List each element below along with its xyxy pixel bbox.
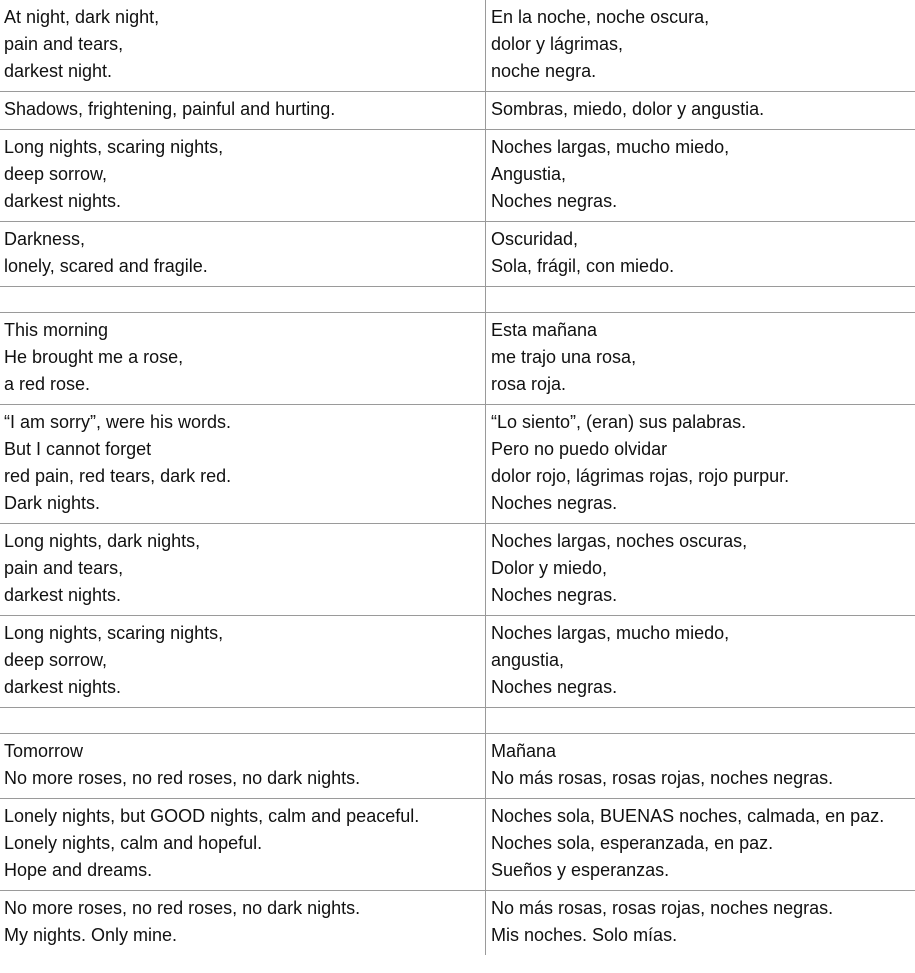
spanish-cell: [486, 0, 915, 92]
stanza-row: [0, 130, 915, 222]
english-line: Darkness,: [4, 229, 86, 249]
spanish-line: Sombras, miedo, dolor y angustia.: [491, 99, 765, 119]
spanish-line: noche negra.: [491, 61, 597, 81]
english-cell: [0, 524, 486, 616]
spanish-line: No más rosas, rosas rojas, noches negras.: [491, 768, 834, 788]
spanish-line: Noches negras.: [491, 585, 618, 605]
english-line: But I cannot forget: [4, 439, 152, 459]
spanish-line: Sueños y esperanzas.: [491, 860, 670, 880]
spanish-line: Esta mañana: [491, 320, 598, 340]
stanza-row: [0, 405, 915, 524]
stanza-row: [0, 708, 915, 734]
english-line: No more roses, no red roses, no dark nights.: [4, 768, 361, 788]
english-cell: [0, 891, 486, 956]
english-line: Hope and dreams.: [4, 860, 153, 880]
spanish-cell: [486, 524, 915, 616]
spanish-line: Noches negras.: [491, 677, 618, 697]
spanish-line: me trajo una rosa,: [491, 347, 637, 367]
english-line: “I am sorry”, were his words.: [4, 412, 232, 432]
spanish-line: Noches largas, mucho miedo,: [491, 623, 730, 643]
spanish-line: Mañana: [491, 741, 557, 761]
spanish-cell: [486, 313, 915, 405]
spanish-cell: [486, 130, 915, 222]
english-line: Long nights, scaring nights,: [4, 623, 224, 643]
english-line: He brought me a rose,: [4, 347, 184, 367]
english-line: Shadows, frightening, painful and hurting.: [4, 99, 336, 119]
stanza-row: [0, 616, 915, 708]
spanish-cell: [486, 799, 915, 891]
spanish-line: dolor y lágrimas,: [491, 34, 624, 54]
spanish-line: Noches largas, mucho miedo,: [491, 137, 730, 157]
english-line: lonely, scared and fragile.: [4, 256, 208, 276]
spanish-cell: [486, 891, 915, 956]
english-cell: [0, 405, 486, 524]
spanish-line: No más rosas, rosas rojas, noches negras.: [491, 898, 834, 918]
english-line: red pain, red tears, dark red.: [4, 466, 232, 486]
english-line: darkest nights.: [4, 191, 122, 211]
spanish-cell: [486, 405, 915, 524]
spanish-line: dolor rojo, lágrimas rojas, rojo purpur.: [491, 466, 790, 486]
spanish-cell: [486, 287, 915, 313]
spanish-line: Noches sola, esperanzada, en paz.: [491, 833, 774, 853]
spanish-line: Noches negras.: [491, 493, 618, 513]
english-line: Lonely nights, calm and hopeful.: [4, 833, 263, 853]
spanish-line: Mis noches. Solo mías.: [491, 925, 678, 945]
english-line: No more roses, no red roses, no dark nights.: [4, 898, 361, 918]
spanish-line: Oscuridad,: [491, 229, 579, 249]
spanish-cell: [486, 708, 915, 734]
stanza-row: [0, 222, 915, 287]
english-cell: [0, 287, 486, 313]
english-line: pain and tears,: [4, 558, 124, 578]
english-line: Tomorrow: [4, 741, 84, 761]
english-line: Dark nights.: [4, 493, 101, 513]
spanish-line: Noches largas, noches oscuras,: [491, 531, 748, 551]
english-cell: [0, 799, 486, 891]
english-line: Lonely nights, but GOOD nights, calm and peaceful.: [4, 806, 420, 826]
english-line: Long nights, dark nights,: [4, 531, 201, 551]
stanza-row: [0, 287, 915, 313]
english-line: This morning: [4, 320, 109, 340]
english-cell: [0, 92, 486, 130]
english-line: darkest nights.: [4, 585, 122, 605]
stanza-row: [0, 313, 915, 405]
english-line: At night, dark night,: [4, 7, 160, 27]
spanish-line: En la noche, noche oscura,: [491, 7, 710, 27]
stanza-row: [0, 0, 915, 92]
english-line: My nights. Only mine.: [4, 925, 178, 945]
english-cell: [0, 616, 486, 708]
english-cell: [0, 313, 486, 405]
spanish-line: “Lo siento”, (eran) sus palabras.: [491, 412, 747, 432]
spanish-cell: [486, 616, 915, 708]
spanish-line: Dolor y miedo,: [491, 558, 608, 578]
english-line: darkest nights.: [4, 677, 122, 697]
english-cell: [0, 0, 486, 92]
english-cell: [0, 708, 486, 734]
spanish-line: rosa roja.: [491, 374, 567, 394]
english-line: darkest night.: [4, 61, 113, 81]
stanza-row: [0, 799, 915, 891]
english-line: deep sorrow,: [4, 164, 108, 184]
spanish-line: Angustia,: [491, 164, 567, 184]
english-cell: [0, 222, 486, 287]
stanza-row: [0, 734, 915, 799]
stanza-row: [0, 891, 915, 956]
stanza-row: [0, 92, 915, 130]
spanish-line: Pero no puedo olvidar: [491, 439, 668, 459]
spanish-cell: [486, 92, 915, 130]
spanish-line: Sola, frágil, con miedo.: [491, 256, 675, 276]
spanish-cell: [486, 734, 915, 799]
english-line: a red rose.: [4, 374, 91, 394]
english-cell: [0, 734, 486, 799]
stanza-row: [0, 524, 915, 616]
spanish-line: angustia,: [491, 650, 565, 670]
spanish-line: Noches negras.: [491, 191, 618, 211]
english-cell: [0, 130, 486, 222]
english-line: deep sorrow,: [4, 650, 108, 670]
english-line: Long nights, scaring nights,: [4, 137, 224, 157]
spanish-cell: [486, 222, 915, 287]
english-line: pain and tears,: [4, 34, 124, 54]
spanish-line: Noches sola, BUENAS noches, calmada, en paz.: [491, 806, 885, 826]
